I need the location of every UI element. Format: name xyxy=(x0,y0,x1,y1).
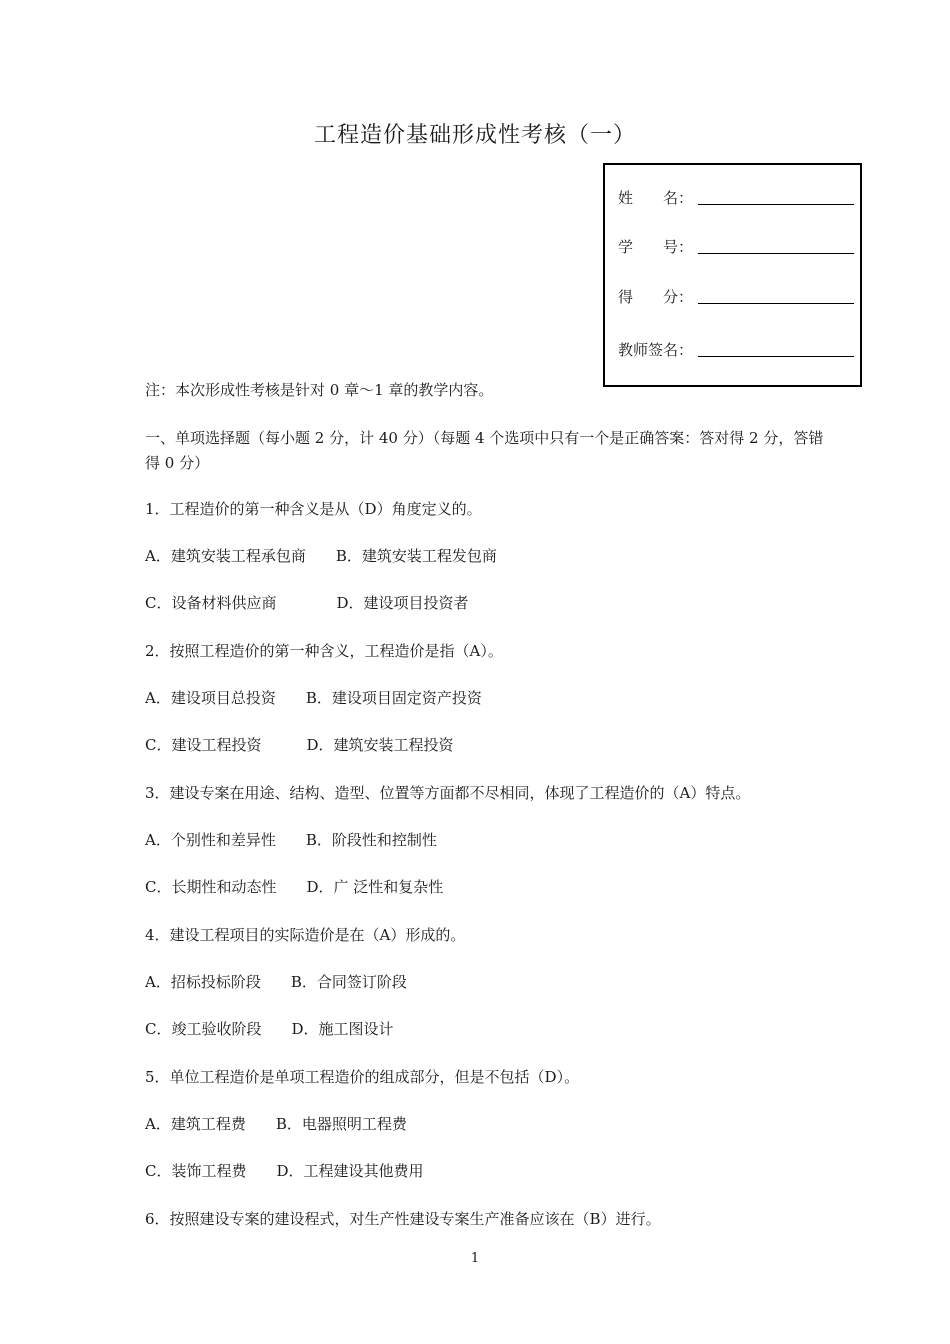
question-3-options-cd: C．长期性和动态性 D．广 泛性和复杂性 xyxy=(145,878,444,896)
name-label: 姓 名： xyxy=(618,189,694,207)
page-title: 工程造价基础形成性考核（一） xyxy=(313,123,636,148)
student-id-label: 学 号： xyxy=(618,238,694,256)
score-row xyxy=(618,286,854,307)
section-heading: 一、单项选择题（每小题 2 分，计 40 分）（每题 4 个选项中只有一个是正确答案：答对得 2 分，答错得 0 分） xyxy=(145,429,824,472)
question-5-options-cd: C．装饰工程费 D．工程建设其他费用 xyxy=(145,1162,424,1180)
question-2-stem: 2．按照工程造价的第一种含义，工程造价是指（A）。 xyxy=(145,642,503,660)
question-5-stem: 5．单位工程造价是单项工程造价的组成部分，但是不包括（D）。 xyxy=(145,1068,580,1086)
teacher-signature-label: 教师签名： xyxy=(618,341,694,359)
name-row xyxy=(618,187,854,208)
question-1-options-ab: A．建筑安装工程承包商 B．建筑安装工程发包商 xyxy=(145,547,497,565)
question-2-options-cd: C．建设工程投资 D．建筑安装工程投资 xyxy=(145,736,454,754)
question-1-stem: 1．工程造价的第一种含义是从（D）角度定义的。 xyxy=(145,500,482,518)
score-label: 得 分： xyxy=(618,288,694,306)
question-3-options-ab: A．个别性和差异性 B．阶段性和控制性 xyxy=(145,831,437,849)
question-2-options-ab: A．建设项目总投资 B．建设项目固定资产投资 xyxy=(145,689,482,707)
question-3-stem: 3．建设专案在用途、结构、造型、位置等方面都不尽相同，体现了工程造价的（A）特点。 xyxy=(145,784,751,802)
question-4-stem: 4．建设工程项目的实际造价是在（A）形成的。 xyxy=(145,926,466,944)
question-6-stem: 6．按照建设专案的建设程式，对生产性建设专案生产准备应该在（B）进行。 xyxy=(145,1210,661,1228)
page-number: 1 xyxy=(470,1251,480,1266)
question-4-options-ab: A．招标投标阶段 B．合同签订阶段 xyxy=(145,973,407,991)
note-text: 注：本次形成性考核是针对 0 章～1 章的教学内容。 xyxy=(145,381,494,399)
teacher-signature-blank[interactable] xyxy=(698,355,854,357)
question-4-options-cd: C．竣工验收阶段 D．施工图设计 xyxy=(145,1020,394,1038)
teacher-signature-row xyxy=(618,339,854,360)
name-blank[interactable] xyxy=(698,203,854,205)
student-id-blank[interactable] xyxy=(698,252,854,254)
student-info-box xyxy=(603,163,862,387)
question-5-options-ab: A．建筑工程费 B．电器照明工程费 xyxy=(145,1115,407,1133)
student-id-row xyxy=(618,236,854,257)
score-blank[interactable] xyxy=(698,302,854,304)
question-1-options-cd: C．设备材料供应商 D．建设项目投资者 xyxy=(145,594,469,612)
